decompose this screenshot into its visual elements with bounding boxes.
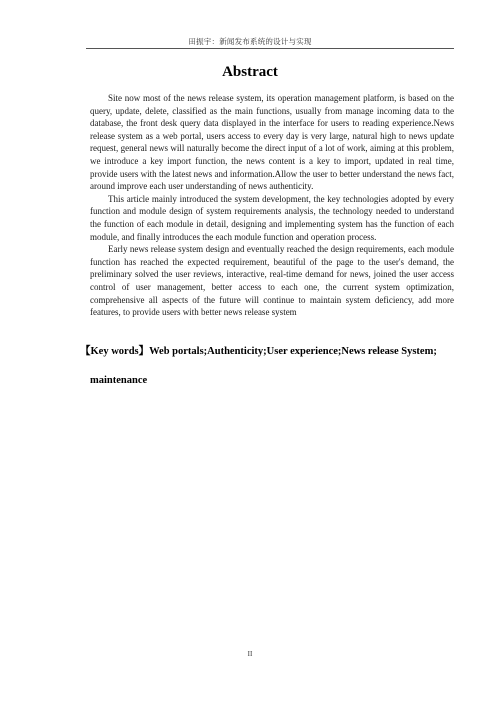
abstract-paragraph-3: Early news release system design and eventually reached the design requirements, each module function has reached the expected requirement, beautiful of the page to the user's demand, the preliminary solved the user reviews, interactive, real-time demand for news, joined the user access control of user management, better access to each one, the current system optimization, comprehensive all aspects of the future will continue to maintain system deficiency, add more features, to provide users with better news release system bbox=[90, 244, 454, 318]
keywords-continuation: maintenance bbox=[90, 375, 148, 386]
keywords-label: 【Key words】 bbox=[80, 346, 150, 357]
abstract-body bbox=[90, 92, 454, 319]
keywords-line bbox=[80, 345, 460, 359]
running-header: 田振宇：新闻发布系统的设计与实现 bbox=[188, 37, 312, 46]
header-divider bbox=[86, 48, 454, 49]
abstract-paragraph-2: This article mainly introduced the system development, the key technologies adopted by every function and module design of system requirements analysis, the technology needed to understand the function of each module in detail, designing and implementing system has the function of each module, and finally introduces the each module function and operation process. bbox=[90, 193, 454, 242]
page-title: Abstract bbox=[222, 64, 278, 80]
abstract-paragraph-1: Site now most of the news release system, its operation management platform, is based on the query, update, delete, classified as the main functions, usually from manage incoming data to the database, the front desk query data displayed in the interface for users to reading experience.News release system as a web portal, users access to every day is very large, natural high to news update request, general news will naturally become the direct input of a lot of work, aiming at this problem, we introduce a key import function, the news content is a key to import, updated in real time, provide users with the latest news and information.Allow the user to better understand the news fact, around improve each user understanding of news authenticity. bbox=[90, 93, 454, 192]
page-number: II bbox=[247, 650, 253, 658]
keywords-list: Web portals;Authenticity;User experience;News release System; bbox=[149, 346, 437, 357]
